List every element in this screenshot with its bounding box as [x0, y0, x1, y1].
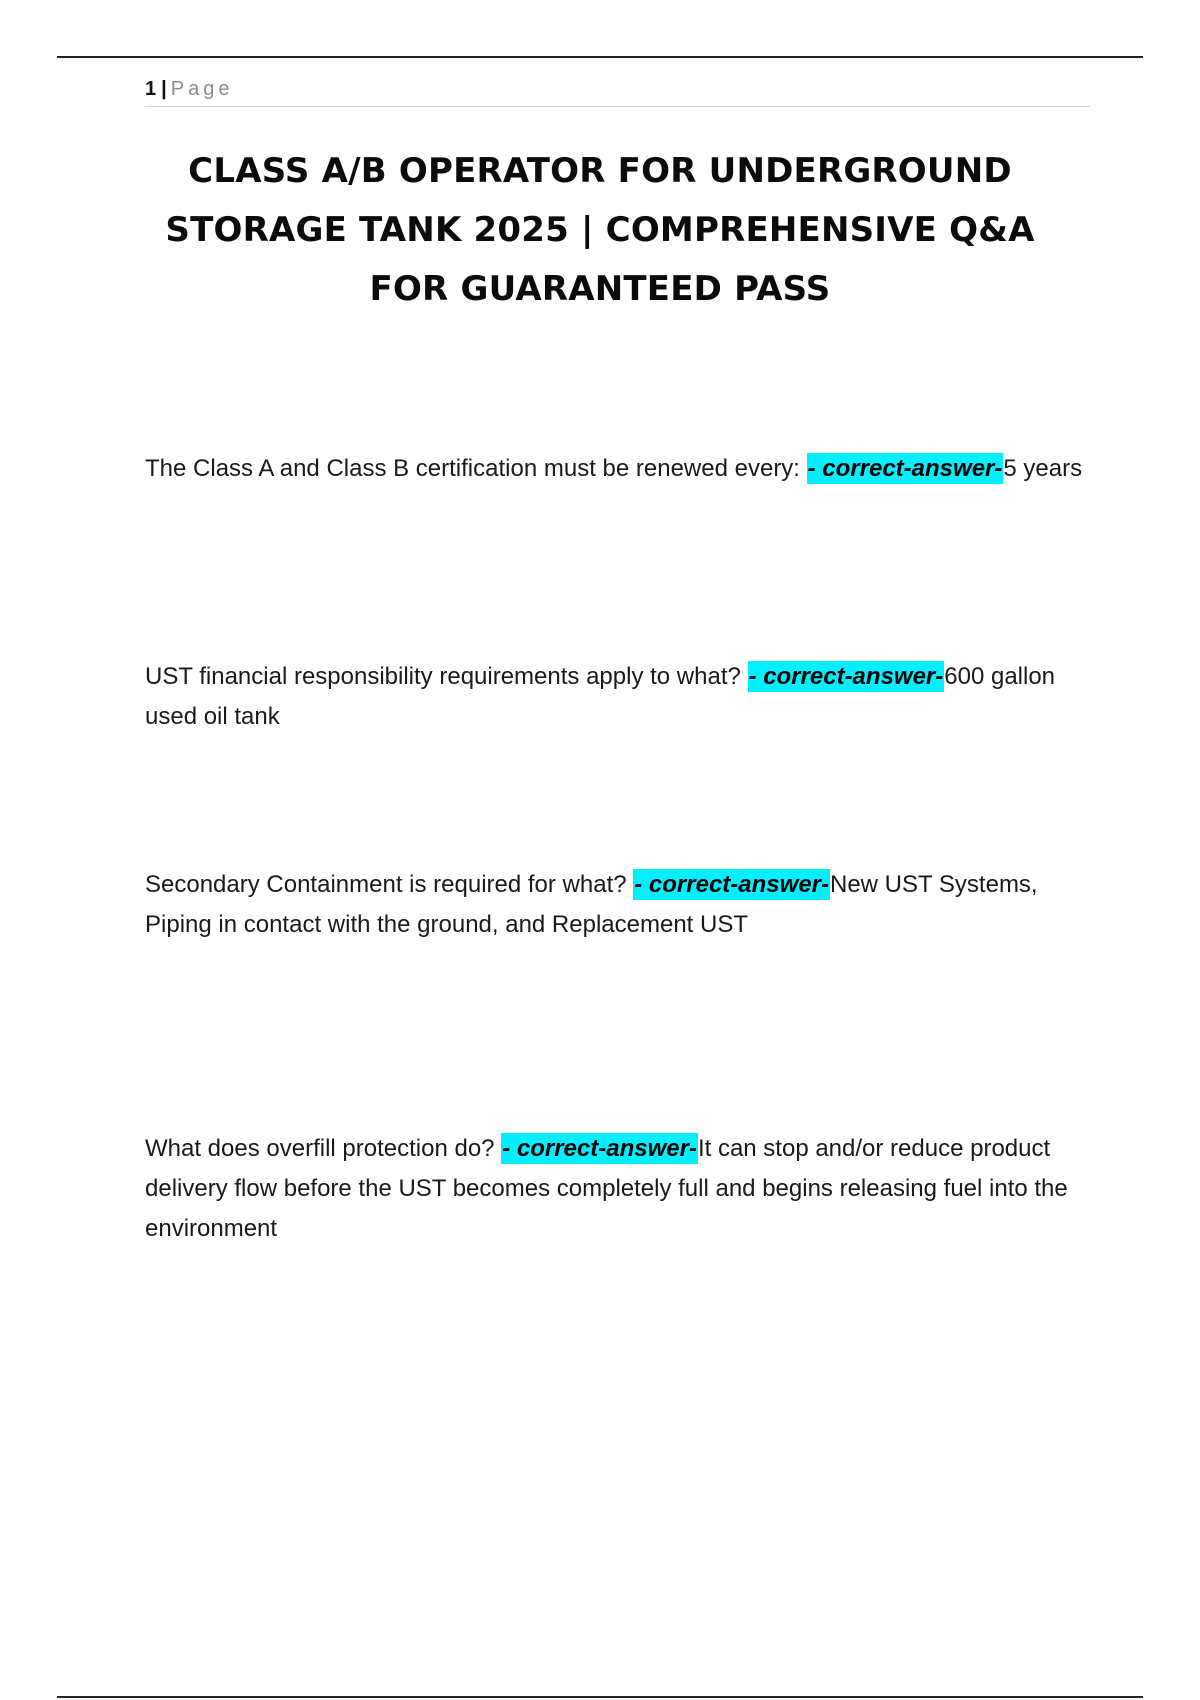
answer-marker: - correct-answer-: [634, 871, 829, 898]
answer-text: New UST Systems, Piping in contact with the ground, and Replacement UST: [145, 871, 1038, 938]
page-word: Page: [170, 78, 234, 100]
answer-marker: - correct-answer-: [502, 1135, 697, 1162]
title-line-3: FOR GUARANTEED PASS: [369, 269, 831, 309]
page-separator: |: [161, 78, 167, 100]
qa-item-1: [145, 449, 1090, 489]
qa-item-2: [145, 657, 1090, 737]
answer-marker: - correct-answer-: [807, 455, 1003, 482]
answer-marker: - correct-answer-: [748, 663, 944, 690]
qa-item-3: [145, 865, 1090, 945]
answer-text: 5 years: [1003, 455, 1083, 482]
page-number: 1: [145, 78, 157, 100]
top-rule: [57, 56, 1143, 58]
title-line-1: CLASS A/B OPERATOR FOR UNDERGROUND: [188, 151, 1012, 191]
question-text: UST financial responsibility requirements apply to what?: [145, 663, 748, 690]
page-header: [145, 76, 1090, 107]
title-line-2: STORAGE TANK 2025 | COMPREHENSIVE Q&A: [165, 210, 1035, 250]
qa-item-4: [145, 1129, 1090, 1249]
answer-text: It can stop and/or reduce product delivery flow before the UST becomes completely full and begins releasing fuel into the environment: [145, 1135, 1068, 1242]
question-text: Secondary Containment is required for what?: [145, 871, 634, 898]
question-text: What does overfill protection do?: [145, 1135, 502, 1162]
answer-text: 600 gallon used oil tank: [145, 663, 1056, 730]
question-text: The Class A and Class B certification must be renewed every:: [145, 455, 807, 482]
document-title: [100, 142, 1100, 319]
bottom-rule: [57, 1696, 1143, 1698]
